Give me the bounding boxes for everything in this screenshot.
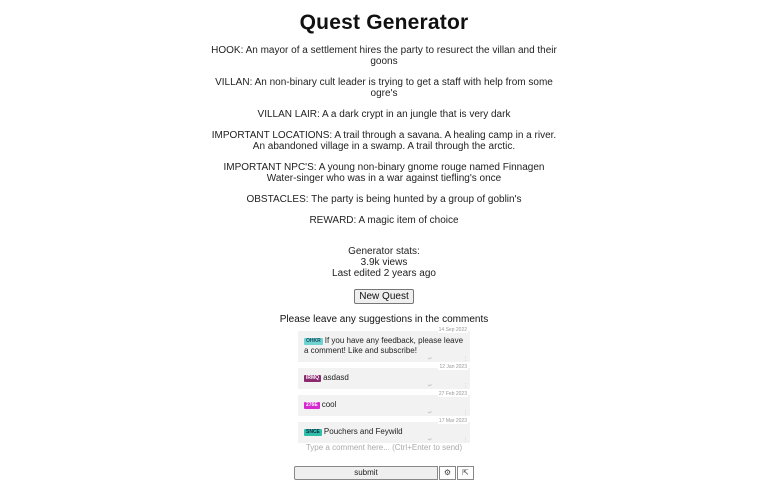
- quest-villan: VILLAN: An non-binary cult leader is trying to get a staff with help from some ogre's: [215, 77, 553, 99]
- user-badge: OHKR: [306, 338, 321, 344]
- comment-actions: [294, 466, 474, 480]
- comment-menu-icon[interactable]: ⋮: [463, 410, 468, 416]
- submit-button[interactable]: submit: [294, 466, 438, 480]
- comment-item: [298, 364, 470, 389]
- comment-menu-icon[interactable]: ⋮: [463, 383, 468, 389]
- quest-important-npcs: IMPORTANT NPC'S: A young non-binary gnome rouge named Finnagen Water-singer who was in a war against tiefling's once: [223, 162, 545, 184]
- comment-date: 12 Jan 2023: [439, 364, 467, 370]
- stats-heading: Generator stats:: [348, 246, 420, 257]
- quest-details: [209, 35, 559, 226]
- comment-item: [298, 391, 470, 416]
- comment-text: asdasd: [323, 373, 349, 382]
- reply-icon[interactable]: ↵: [428, 383, 433, 389]
- user-badge: SNCE: [306, 429, 320, 435]
- quest-hook: HOOK: An mayor of a settlement hires the party to resurect the villan and their goons: [211, 45, 557, 67]
- quest-important-locations: IMPORTANT LOCATIONS: A trail through a savana. A healing camp in a river. An abandoned village in a swamp. A trail through the arctic.: [211, 130, 557, 152]
- suggestions-prompt: Please leave any suggestions in the comments: [279, 314, 489, 325]
- comment-date: 14 Sep 2022: [438, 327, 467, 333]
- comment-date: 27 Feb 2023: [438, 391, 467, 397]
- comment-menu-icon[interactable]: ⋮: [463, 437, 468, 443]
- expand-icon[interactable]: ⇱: [457, 466, 474, 480]
- comment-item: [298, 327, 470, 362]
- comments-list[interactable]: [298, 327, 470, 449]
- user-badge: 276E: [306, 402, 318, 408]
- stats-edited: Last edited 2 years ago: [332, 268, 436, 279]
- quest-villan-lair: VILLAN LAIR: A a dark crypt in an jungle that is very dark: [257, 109, 511, 120]
- stats-views: 3.9k views: [360, 257, 408, 268]
- generator-stats: [0, 246, 768, 279]
- page-title: Quest Generator: [299, 11, 469, 34]
- reply-icon[interactable]: ↵: [428, 356, 433, 362]
- user-badge: IRMQ: [306, 375, 320, 381]
- quest-obstacles: OBSTACLES: The party is being hunted by a group of goblin's: [246, 194, 522, 205]
- new-quest-button[interactable]: New Quest: [354, 289, 413, 304]
- comment-date: 17 Mar 2023: [438, 418, 467, 424]
- reply-icon[interactable]: ↵: [428, 410, 433, 416]
- comment-text: cool: [321, 400, 337, 409]
- comment-text: Pouchers and Feywild: [323, 427, 403, 436]
- reply-icon[interactable]: ↵: [428, 437, 433, 443]
- quest-reward: REWARD: A magic item of choice: [309, 215, 459, 226]
- settings-icon[interactable]: ⚙: [439, 466, 456, 480]
- comment-input[interactable]: [298, 437, 470, 454]
- comment-menu-icon[interactable]: ⋮: [463, 356, 468, 362]
- comment-text: If you have any feedback, please leave a comment! Like and subscribe!: [304, 336, 464, 355]
